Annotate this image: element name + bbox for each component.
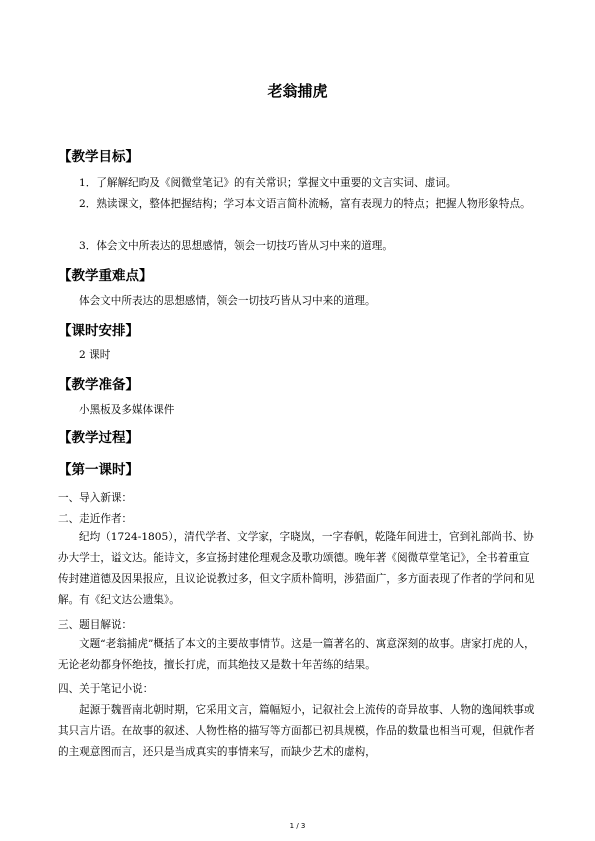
section-intro: 一、导入新课： <box>58 492 133 504</box>
document-title: 老翁捕虎 <box>267 82 328 100</box>
heading-key-points: 【教学重难点】 <box>58 268 153 284</box>
goal-item-1: 1．了解解纪昀及《阅微堂笔记》的有关常识；掌握文中重要的文言实词、虚词。 <box>79 177 457 189</box>
section-author: 二、走近作者： <box>58 513 133 525</box>
schedule-text: 2 课时 <box>79 349 111 361</box>
title-paragraph: 文题“老翁捕虎”概括了本文的主要故事情节。这是一篇著名的、寓意深刻的故事。唐家打虎的人，无论老幼都身怀绝技，擅长打虎，而其绝技又是数十年苦练的结果。 <box>58 638 535 671</box>
section-title-explain: 三、题目解说： <box>58 619 133 631</box>
notes-paragraph: 起源于魏晋南北朝时期，它采用文言，篇幅短小，记叙社会上流传的奇异故事、人物的逸闻轶事或其只言片语。在故事的叙述、人物性格的描写等方面都已初具规模，作品的数量也相当可观，但就作者的主观意图而言，还只是当成真实的事情来写，而缺少艺术的虚构， <box>58 704 535 758</box>
goal-item-3: 3．体会文中所表达的思想感情，领会一切技巧皆从习中来的道理。 <box>79 240 393 252</box>
heading-teaching-process: 【教学过程】 <box>58 430 139 446</box>
preparation-text: 小黑板及多媒体课件 <box>79 404 175 416</box>
goal-item-2: 2．熟读课文，整体把握结构；学习本文语言简朴流畅，富有表现力的特点；把握人物形象特点。 <box>79 198 531 210</box>
section-notes-novel: 四、关于笔记小说： <box>58 683 154 695</box>
author-paragraph: 纪均（1724-1805），清代学者、文学家，字晓岚，一字春帆，乾隆年间进士，官到礼部尚书、协办大学士，谥文达。能诗文，多宣扬封建伦理观念及歌功颂德。晚年著《阅微草堂笔记》，全书着重宣传封建道德及因果报应，且议论说教过多，但文字质朴简明，涉猎面广，多方面表现了作者的学问和见解。有《纪文达公遗集》。 <box>58 531 535 606</box>
heading-preparation: 【教学准备】 <box>58 377 139 393</box>
page-number: 1 / 3 <box>289 822 306 830</box>
key-points-text: 体会文中所表达的思想感情，领会一切技巧皆从习中来的道理。 <box>79 295 376 307</box>
heading-first-lesson: 【第一课时】 <box>58 462 139 478</box>
heading-teaching-goals: 【教学目标】 <box>58 149 139 165</box>
heading-schedule: 【课时安排】 <box>58 323 139 339</box>
